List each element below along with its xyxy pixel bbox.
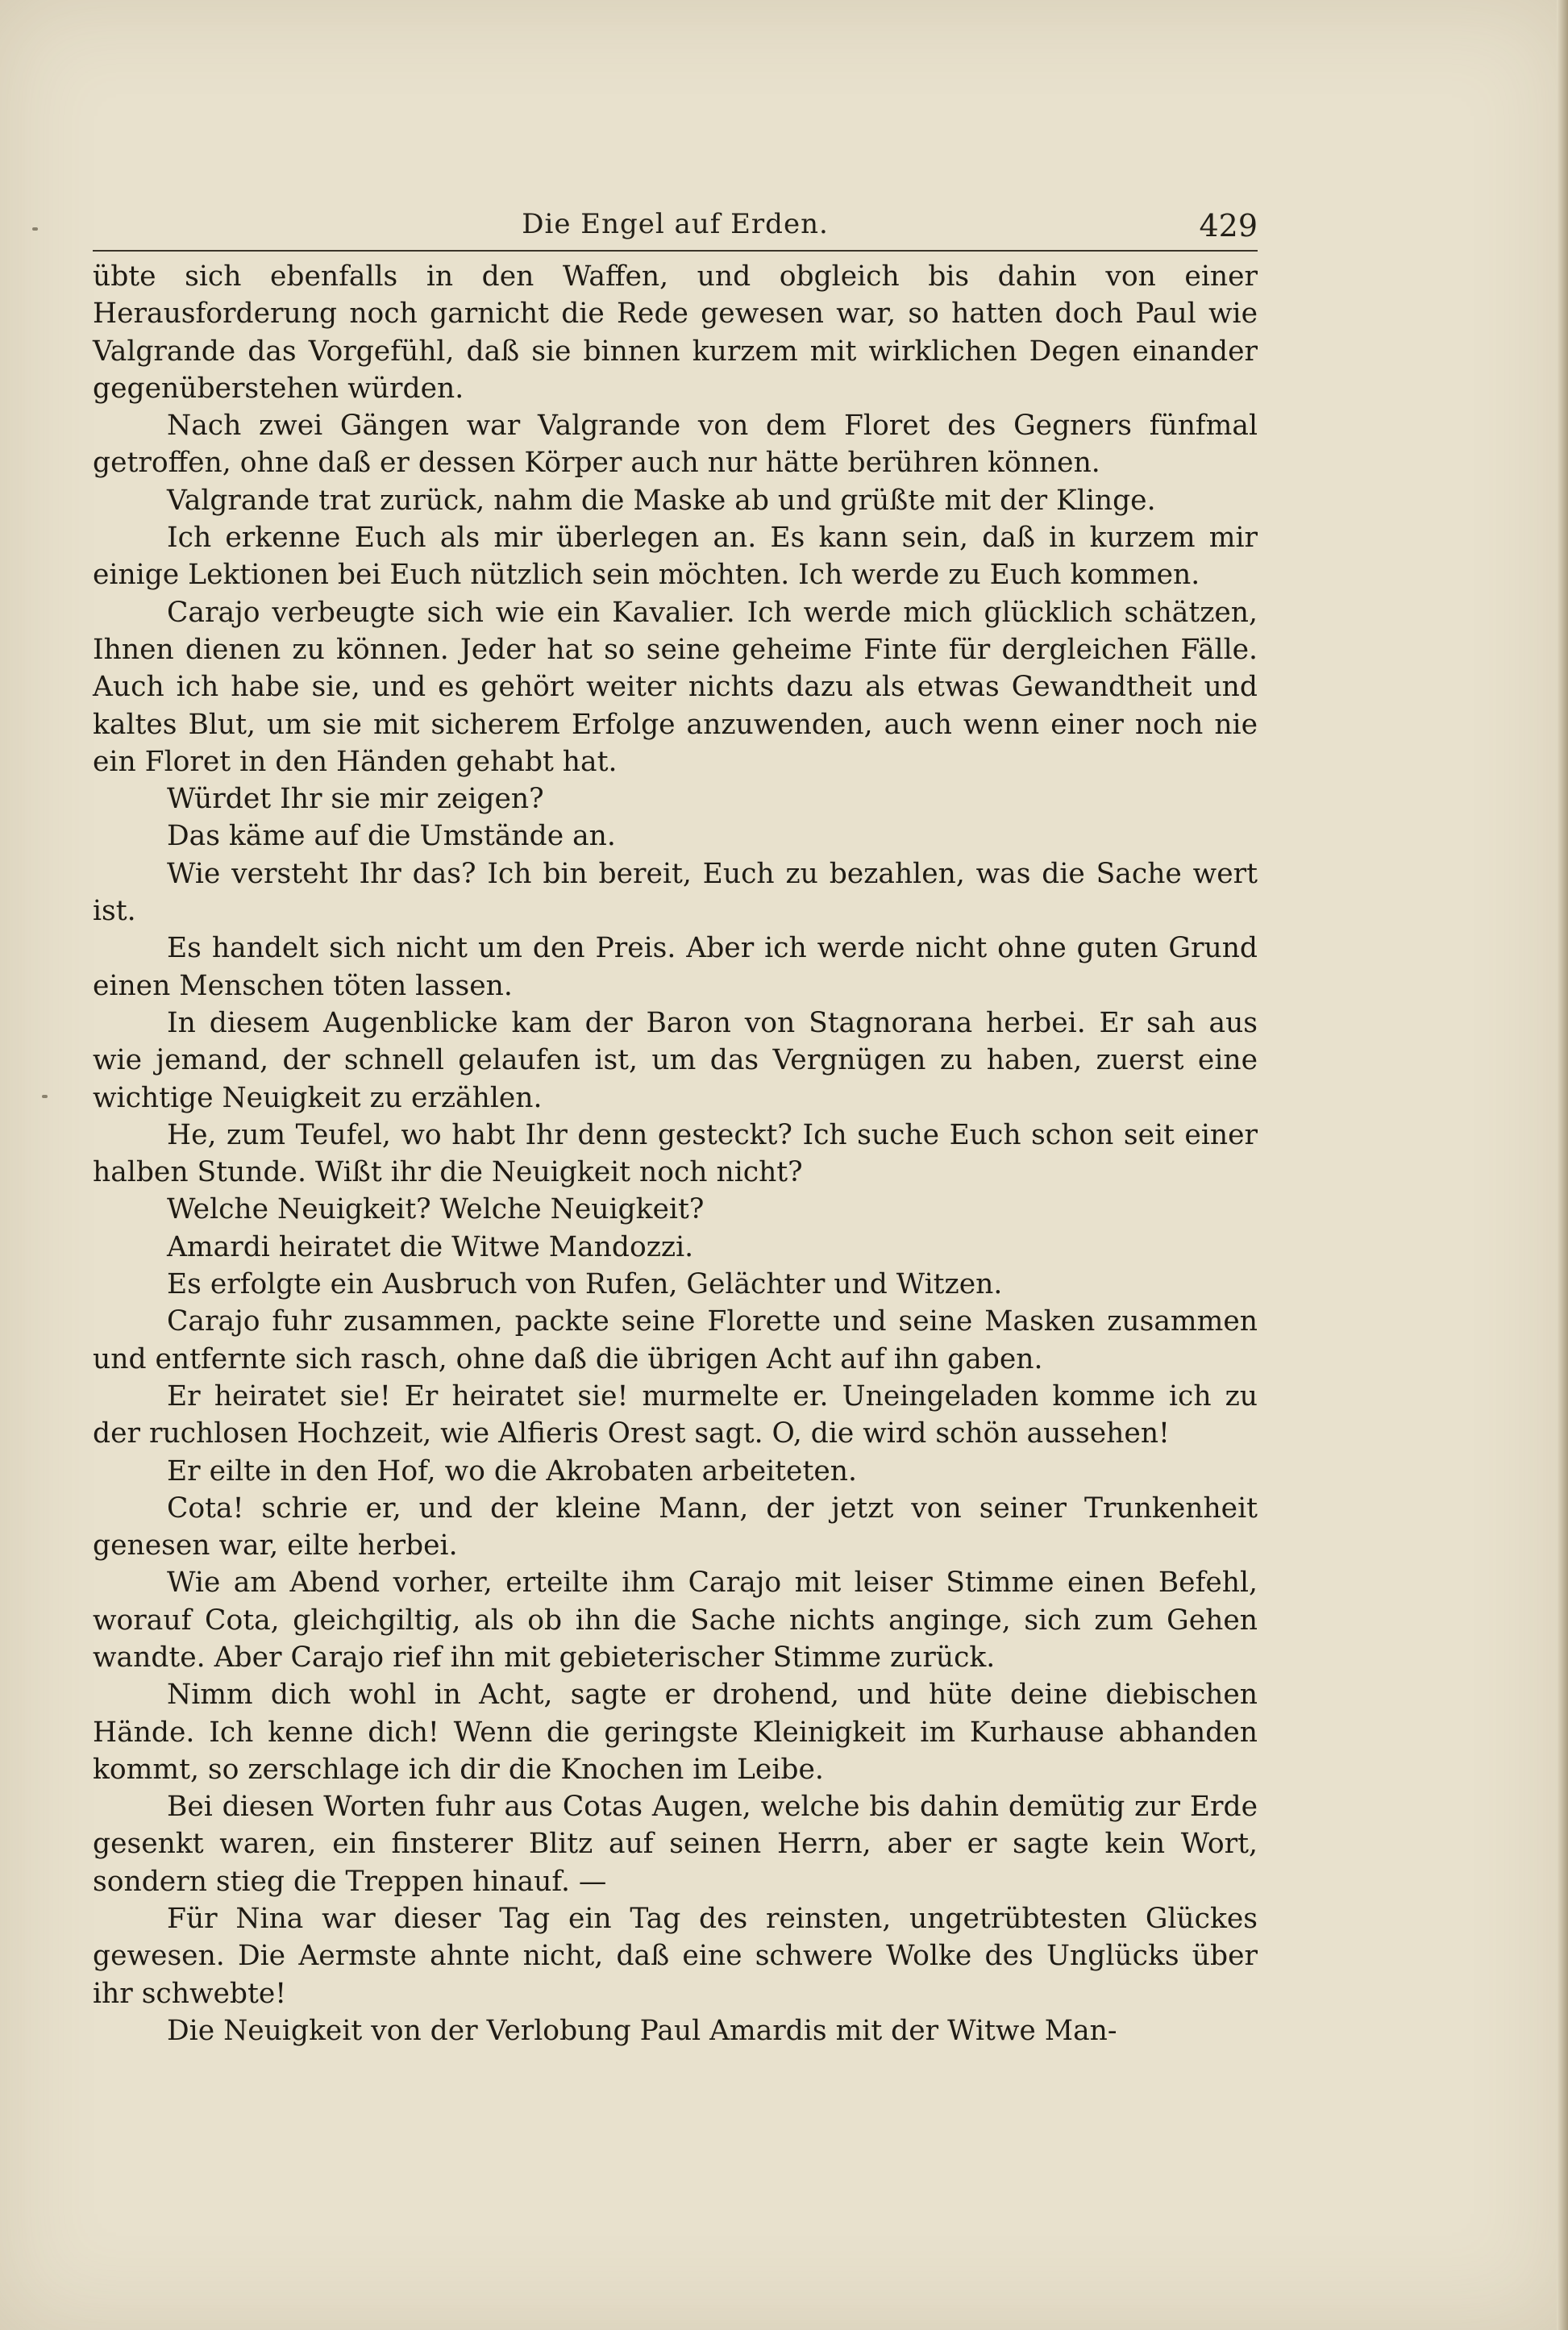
paragraph: Bei diesen Worten fuhr aus Cotas Augen, welche bis dahin demütig zur Erde gesenkt waren, ein finsterer Blitz auf seinen Herrn, aber er sagte kein Wort, sondern stieg die Treppen hinauf. — — [93, 1791, 1258, 1898]
paragraph: Er eilte in den Hof, wo die Akrobaten arbeiteten. — [167, 1454, 857, 1487]
paragraph: Cota! schrie er, und der kleine Mann, der jetzt von seiner Trunkenheit genesen war, eilte herbei. — [93, 1492, 1258, 1562]
paragraph: übte sich ebenfalls in den Waffen, und obgleich bis dahin von einer Herausforderung noch garnicht die Rede gewesen war, so hatten doch Paul wie Valgrande das Vorgefühl, daß sie binnen kurzem mit wirklichen Degen einander gegenüberstehen würden. — [93, 260, 1258, 405]
paragraph: Die Neuigkeit von der Verlobung Paul Amardis mit der Witwe Man- — [167, 2014, 1117, 2047]
paragraph: Wie am Abend vorher, erteilte ihm Carajo mit leiser Stimme einen Befehl, worauf Cota, gleichgiltig, als ob ihn die Sache nichts anginge, sich zum Gehen wandte. Aber Carajo rief ihn mit gebieterischer Stimme zurück. — [93, 1567, 1258, 1674]
paper-speck — [42, 1095, 48, 1098]
paragraph: Welche Neuigkeit? Welche Neuigkeit? — [167, 1193, 705, 1226]
paragraph: In diesem Augenblicke kam der Baron von Stagnorana herbei. Er sah aus wie jemand, der schnell gelaufen ist, um das Vergnügen zu haben, zuerst eine wichtige Neuigkeit zu erzählen. — [93, 1006, 1258, 1114]
body-text — [93, 258, 1258, 2049]
paragraph: Nach zwei Gängen war Valgrande von dem Floret des Gegners fünfmal getroffen, ohne daß er dessen Körper auch nur hätte berühren können. — [93, 410, 1258, 480]
running-title: Die Engel auf Erden. — [522, 208, 829, 240]
paragraph: Valgrande trat zurück, nahm die Maske ab und grüßte mit der Klinge. — [167, 484, 1156, 517]
paragraph: Carajo verbeugte sich wie ein Kavalier. Ich werde mich glücklich schätzen, Ihnen dienen zu können. Jeder hat so seine geheime Finte für dergleichen Fälle. Auch ich habe sie, und es gehört weiter nichts dazu als etwas Gewandtheit und kaltes Blut, um sie mit sicherem Erfolge anzuwenden, auch wenn einer noch nie ein Floret in den Händen gehabt hat. — [93, 596, 1258, 778]
paragraph: Das käme auf die Umstände an. — [167, 820, 616, 853]
header-rule — [93, 250, 1258, 252]
paper-speck — [32, 227, 38, 231]
page-header — [93, 203, 1258, 252]
paragraph: Würdet Ihr sie mir zeigen? — [167, 783, 544, 816]
paragraph: Carajo fuhr zusammen, packte seine Florette und seine Masken zusammen und entfernte sich rasch, ohne daß die übrigen Acht auf ihn gaben. — [93, 1305, 1258, 1375]
page-edge-shadow — [1557, 0, 1568, 2330]
paragraph: Es erfolgte ein Ausbruch von Rufen, Gelächter und Witzen. — [167, 1268, 1003, 1301]
paragraph: He, zum Teufel, wo habt Ihr denn gesteckt? Ich suche Euch schon seit einer halben Stunde. Wißt ihr die Neuigkeit noch nicht? — [93, 1118, 1258, 1189]
paragraph: Wie versteht Ihr das? Ich bin bereit, Euch zu bezahlen, was die Sache wert ist. — [93, 857, 1258, 928]
page-number: 429 — [1199, 208, 1258, 243]
paragraph: Er heiratet sie! Er heiratet sie! murmelte er. Uneingeladen komme ich zu der ruchlosen Hochzeit, wie Alfieris Orest sagt. O, die wird schön aussehen! — [93, 1379, 1258, 1450]
paragraph: Es handelt sich nicht um den Preis. Aber ich werde nicht ohne guten Grund einen Menschen töten lassen. — [93, 932, 1258, 1002]
paragraph: Ich erkenne Euch als mir überlegen an. Es kann sein, daß in kurzem mir einige Lektionen bei Euch nützlich sein möchten. Ich werde zu Euch kommen. — [93, 522, 1258, 592]
paragraph: Für Nina war dieser Tag ein Tag des reinsten, ungetrübtesten Glückes gewesen. Die Aermste ahnte nicht, daß eine schwere Wolke des Unglücks über ihr schwebte! — [93, 1903, 1258, 2010]
paragraph: Amardi heiratet die Witwe Mandozzi. — [167, 1230, 694, 1263]
paragraph: Nimm dich wohl in Acht, sagte er drohend, und hüte deine diebischen Hände. Ich kenne dich! Wenn die geringste Kleinigkeit im Kurhause abhanden kommt, so zerschlage ich dir die Knochen im Leibe. — [93, 1679, 1258, 1786]
